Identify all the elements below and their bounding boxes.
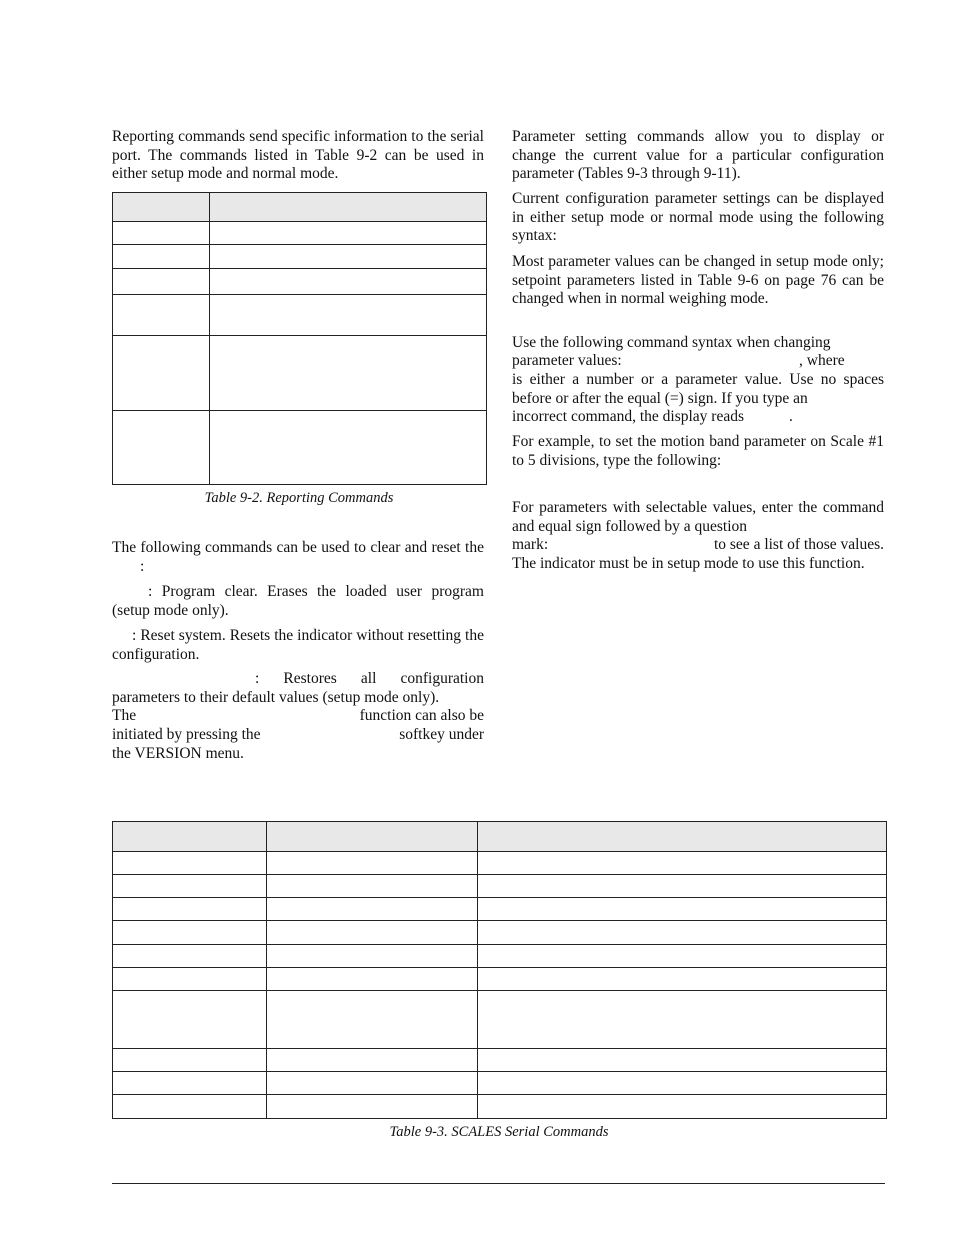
parameter-values-text: parameter values:	[512, 352, 622, 369]
table-row	[113, 1072, 887, 1095]
table-row	[113, 411, 487, 485]
restore-defaults-line-4	[112, 707, 484, 726]
table-row	[113, 222, 487, 245]
syntax-line-5	[512, 408, 884, 427]
table-row	[113, 945, 887, 968]
list-values-text: to see a list of those values.	[713, 536, 884, 553]
scales-serial-commands-table	[112, 821, 887, 1119]
footer-rule	[112, 1183, 885, 1184]
where-text: , where	[799, 352, 845, 369]
table-header-row	[113, 822, 887, 852]
table-row	[113, 269, 487, 295]
reporting-commands-intro: Reporting commands send specific information to the serial port. The commands listed in Table 9-2 can be used in either setup mode and normal mode.	[112, 128, 484, 183]
parameter-setting-intro: Parameter setting commands allow you to display or change the current value for a particular configuration parameter (Tables 9-3 through 9-11).	[512, 128, 884, 183]
softkey-under-text: softkey under	[399, 726, 484, 743]
clear-reset-intro-colon: :	[140, 557, 145, 575]
table-row	[113, 875, 887, 898]
table-row	[113, 1095, 887, 1119]
syntax-line-2	[512, 352, 884, 371]
reset-system-description: : Reset system. Resets the indicator without resetting the configuration.	[112, 627, 484, 663]
clear-reset-intro-text: The following commands can be used to clear and reset the	[112, 539, 484, 556]
table-row	[113, 336, 487, 411]
initiated-by-text: initiated by pressing the	[112, 726, 261, 743]
table-row	[113, 921, 887, 945]
mark-text: mark:	[512, 536, 549, 553]
table-9-3-caption: Table 9-3. SCALES Serial Commands	[389, 1124, 609, 1140]
incorrect-command-text: incorrect command, the display reads	[512, 408, 744, 425]
restore-defaults-line-6: the VERSION menu.	[112, 745, 244, 762]
selectable-values-line-3	[512, 536, 884, 555]
function-can-also-be-text: function can also be	[359, 707, 484, 724]
reporting-commands-table	[112, 192, 487, 485]
table-row	[113, 968, 887, 991]
table-row	[113, 295, 487, 336]
selectable-values-line-4: The indicator must be in setup mode to use this function.	[512, 555, 865, 572]
table-row	[113, 991, 887, 1049]
table-header-row	[113, 193, 487, 222]
selectable-values-line-1: For parameters with selectable values, enter the command and equal sign followed by a question	[512, 499, 884, 535]
current-settings-paragraph: Current configuration parameter settings can be displayed in either setup mode or normal mode using the following syntax:	[512, 190, 884, 245]
clear-reset-intro	[112, 539, 484, 576]
program-clear-description: : Program clear. Erases the loaded user program (setup mode only).	[112, 583, 484, 619]
motion-band-example: For example, to set the motion band parameter on Scale #1 to 5 divisions, type the following:	[512, 433, 884, 469]
period: .	[789, 408, 793, 425]
restore-defaults-description: : Restores all configuration parameters to their default values (setup mode only).	[112, 670, 484, 706]
syntax-line-3: is either a number or a parameter value. Use no spaces before or after the equal (=) sign. If you type an	[512, 371, 884, 407]
table-row	[113, 245, 487, 269]
table-row	[113, 852, 887, 875]
table-9-2-caption: Table 9-2. Reporting Commands	[204, 490, 394, 506]
table-row	[113, 1049, 887, 1072]
table-row	[113, 898, 887, 921]
restore-defaults-line-5	[112, 726, 484, 745]
setup-mode-paragraph: Most parameter values can be changed in setup mode only; setpoint parameters listed in Table 9-6 on page 76 can be changed when in normal weighing mode.	[512, 253, 884, 308]
the-word: The	[112, 707, 137, 724]
syntax-line-1: Use the following command syntax when changing	[512, 334, 831, 351]
